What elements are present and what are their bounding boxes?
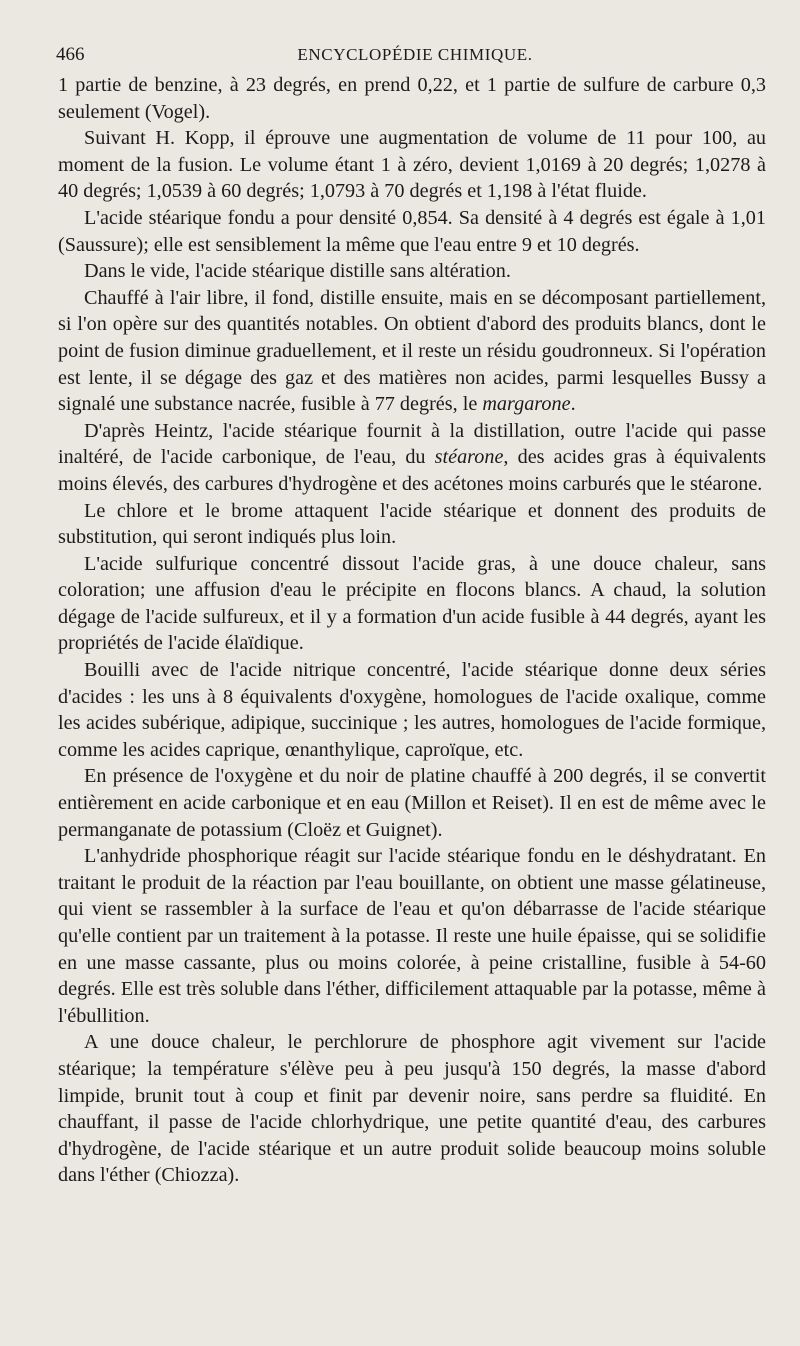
paragraph-text: . — [570, 393, 576, 416]
paragraph-heating-open-air — [58, 285, 766, 418]
body-text — [58, 72, 766, 1189]
paragraph-text: D'après Heintz, l'acide stéarique fournit à la distillation, outre l'acide qui passe inaltéré, de l'acide carbonique, de l'eau, du — [58, 419, 766, 469]
paragraph-vacuum-distillation: Dans le vide, l'acide stéarique distille sans altération. — [84, 260, 511, 283]
paragraph-density: L'acide stéarique fondu a pour densité 0,854. Sa densité à 4 degrés est égale à 1,01 (Saussure); elle est sensiblement la même que l'eau entre 9 et 10 degrés. — [58, 206, 766, 256]
emphasized-term-stearone: stéarone — [434, 446, 504, 469]
paragraph-phosphorus-perchloride: A une douce chaleur, le perchlorure de phosphore agit vivement sur l'acide stéarique; la température s'élève peu à peu jusqu'à 150 degrés, la masse d'abord limpide, brunit tout à coup et finit par devenir noire, sans perdre sa fluidité. En chauffant, il passe de l'acide chlorhydrique, une petite quantité d'eau, des carbures d'hydrogène, de l'acide stéarique et un autre produit solide beaucoup moins soluble dans l'éther (Chiozza). — [58, 1031, 766, 1187]
paragraph-text: Chauffé à l'air libre, il fond, distille ensuite, mais en se décomposant partiellement, si l'on opère sur des quantités notables. On obtient d'abord des produits blancs, dont le point de fusion diminue graduellement, et il reste un résidu goudronneux. Si l'opération est lente, il se dégage des gaz et des matières non acides, parmi lesquelles Bussy a signalé une substance nacrée, fusible à 77 degrés, le — [58, 286, 766, 416]
page-header — [56, 42, 774, 68]
paragraph-sulfuric-acid: L'acide sulfurique concentré dissout l'acide gras, à une douce chaleur, sans coloration; une affusion d'eau le précipite en flocons blancs. A chaud, la solution dégage de l'acide sulfureux, et il y a formation d'un acide fusible à 44 degrés, ayant les propriétés de l'acide élaïdique. — [58, 552, 766, 655]
emphasized-term-margarone: margarone — [482, 393, 571, 416]
page-number: 466 — [56, 44, 85, 65]
paragraph-nitric-acid: Bouilli avec de l'acide nitrique concentré, l'acide stéarique donne deux séries d'acides : les uns à 8 équivalents d'oxygène, homologues de l'acide oxalique, comme les acides subérique, adipique, succinique ; les autres, homologues de l'acide formique, comme les acides caprique, œnanthylique, caproïque, etc. — [58, 659, 766, 761]
paragraph-text: , des acides gras à équivalents moins élevés, des carbures d'hydrogène et des acétones moins carburés que le stéarone. — [58, 446, 766, 495]
paragraph-benzine-solubility: 1 partie de benzine, à 23 degrés, en prend 0,22, et 1 partie de sulfure de carbure 0,3 seulement (Vogel). — [58, 74, 766, 123]
paragraph-chlorine-bromine: Le chlore et le brome attaquent l'acide stéarique et donnent des produits de substitution, qui seront indiqués plus loin. — [58, 499, 766, 549]
paragraph-heintz-distillation — [58, 418, 766, 498]
running-title: ENCYCLOPÉDIE CHIMIQUE. — [297, 45, 533, 64]
paragraph-platinum-black: En présence de l'oxygène et du noir de platine chauffé à 200 degrés, il se convertit entièrement en acide carbonique et en eau (Millon et Reiset). Il en est de même avec le permanganate de potassium (Cloëz et Guignet). — [58, 765, 766, 841]
paragraph-phosphoric-anhydride: L'anhydride phosphorique réagit sur l'acide stéarique fondu en le déshydratant. En traitant le produit de la réaction par l'eau bouillante, on obtient une masse gélatineuse, qui vient se rassembler à la surface de l'eau et qu'on débarrasse de l'acide stéarique qu'elle contient par un traitement à la potasse. Il reste une huile épaisse, qui se solidifie en une masse cassante, plus ou moins colorée, à peine cristalline, fusible à 54-60 degrés. Elle est très soluble dans l'éther, difficilement attaquable par la potasse, même à l'ébullition. — [58, 845, 766, 1027]
paragraph-kopp-expansion: Suivant H. Kopp, il éprouve une augmentation de volume de 11 pour 100, au moment de la fusion. Le volume étant 1 à zéro, devient 1,0169 à 20 degrés; 1,0278 à 40 degrés; 1,0539 à 60 degrés; 1,0793 à 70 degrés et 1,198 à l'état fluide. — [58, 127, 766, 203]
